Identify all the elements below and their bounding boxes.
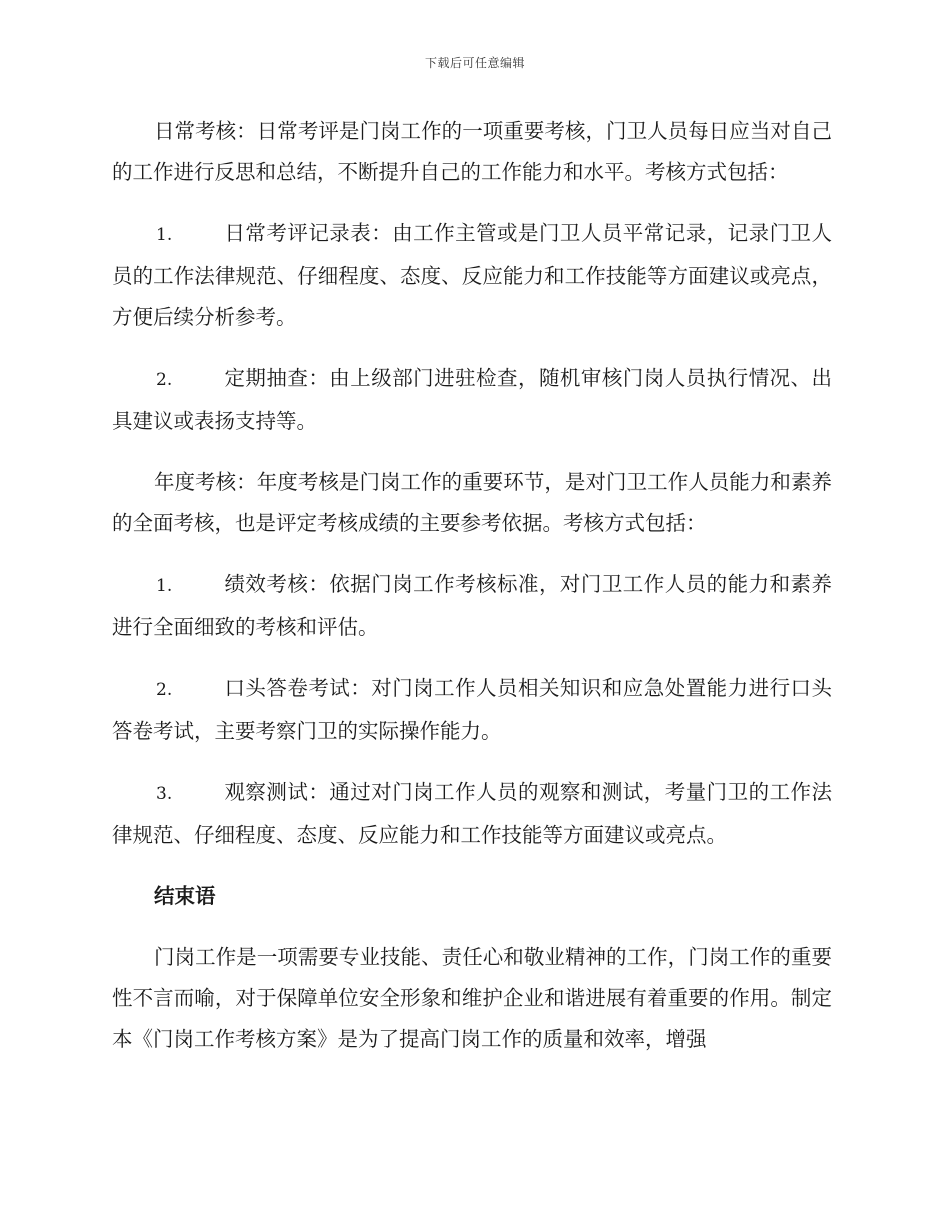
list-item-text: 观察测试：通过对门岗工作人员的观察和测试，考量门卫的工作法律规范、仔细程度、态度、反应能力和工作技能等方面建议或亮点。 [112, 780, 832, 847]
list-item-text: 绩效考核：依据门岗工作考核标准，对门卫工作人员的能力和素养进行全面细致的考核和评估。 [112, 572, 832, 639]
list-item-text: 定期抽查：由上级部门进驻检查，随机审核门岗人员执行情况、出具建议或表扬支持等。 [112, 366, 832, 433]
list-item-number: 3. [156, 784, 173, 804]
list-item-number: 1. [156, 225, 173, 245]
document-body [112, 111, 832, 1080]
daily-assessment-paragraph: 日常考核：日常考评是门岗工作的一项重要考核，门卫人员每日应当对自己的工作进行反思和总结，不断提升自己的工作能力和水平。考核方式包括： [112, 119, 832, 184]
list-item [112, 564, 832, 648]
list-item-number: 2. [156, 370, 173, 390]
page-header: 下载后可任意编辑 [424, 56, 525, 70]
list-item-number: 2. [156, 680, 173, 700]
list-item-text: 口头答卷考试：对门岗工作人员相关知识和应急处置能力进行口头答卷考试，主要考察门卫的实际操作能力。 [112, 676, 832, 743]
list-item [112, 358, 832, 442]
list-item [112, 668, 832, 752]
conclusion-heading: 结束语 [154, 884, 216, 908]
list-item-number: 1. [156, 576, 173, 596]
annual-assessment-paragraph: 年度考核：年度考核是门岗工作的重要环节，是对门卫工作人员能力和素养的全面考核，也是评定考核成绩的主要参考依据。考核方式包括： [112, 470, 832, 535]
list-item-text: 日常考评记录表：由工作主管或是门卫人员平常记录，记录门卫人员的工作法律规范、仔细程度、态度、反应能力和工作技能等方面建议或亮点，方便后续分析参考。 [112, 221, 832, 329]
conclusion-paragraph: 门岗工作是一项需要专业技能、责任心和敬业精神的工作，门岗工作的重要性不言而喻，对于保障单位安全形象和维护企业和谐进展有着重要的作用。制定本《门岗工作考核方案》是为了提高门岗工作的质量和效率，增强 [112, 945, 832, 1051]
list-item [112, 213, 832, 338]
list-item [112, 772, 832, 856]
